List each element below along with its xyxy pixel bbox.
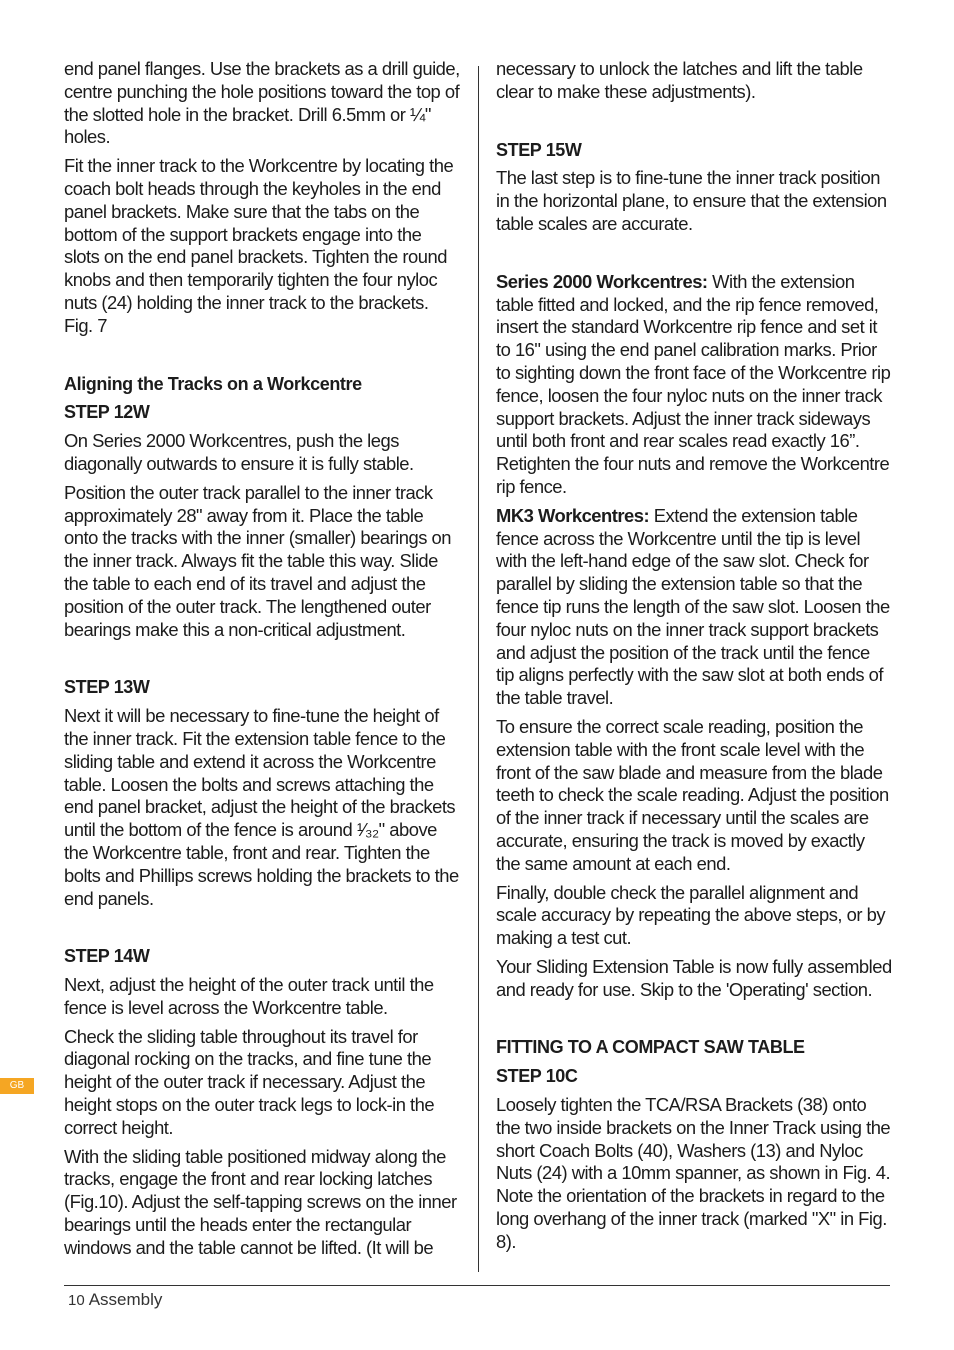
- paragraph: To ensure the correct scale reading, position the extension table with the front scale level with the front of the saw blade and measure from the blade teeth to check the scale reading. Adjust the position of the inner track if necessary until the scales are accurate, ensuring the track is moved by exactly the same amount at each end.: [496, 715, 889, 874]
- paragraph: Loosely tighten the TCA/RSA Brackets (38) onto the two inside brackets on the Inner Track using the short Coach Bolts (40), Washers (13) and Nyloc Nuts (24) with a 10mm spanner, as shown in Fig. 4. Note the orientation of the brackets in regard to the long overhang of the inner track (marked "X" in Fig. 8).: [496, 1094, 891, 1252]
- paragraph: Your Sliding Extension Table is now fully assembled and ready for use. Skip to the 'Operating' section.: [496, 955, 892, 1000]
- paragraph: Position the outer track parallel to the inner track approximately 28" away from it. Place the table onto the tracks with the inner (smaller) bearings on the inner track. Always fit the table this way. Slide the table to each end of its travel and adjust the position of the outer track. The lengthened outer bearings make this a non-critical adjustment.: [64, 481, 451, 640]
- language-tab: GB: [0, 1078, 34, 1094]
- lead-label: MK3 Workcentres:: [496, 504, 650, 526]
- paragraph: With the sliding table positioned midway along the tracks, engage the front and rear locking latches (Fig.10). Adjust the self-tapping screws on the inner bearings until the heads enter the rectangular windows and the table cannot be lifted. (It will be: [64, 1145, 457, 1258]
- paragraph: necessary to unlock the latches and lift the table clear to make these adjustments).: [496, 58, 863, 102]
- paragraph: Finally, double check the parallel alignment and scale accuracy by repeating the above steps, or by making a test cut.: [496, 881, 886, 949]
- paragraph-series-2000: [496, 271, 892, 499]
- paragraph: On Series 2000 Workcentres, push the legs diagonally outwards to ensure it is fully stable.: [64, 430, 414, 474]
- paragraph: end panel flanges. Use the brackets as a drill guide, centre punching the hole positions toward the top of the slotted hole in the bracket. Drill 6.5mm or ¼" holes.: [64, 58, 460, 148]
- right-column: [496, 58, 892, 1260]
- page-number: 10: [68, 1292, 85, 1309]
- paragraph-mk3: [496, 505, 892, 710]
- paragraph-text: With the extension table fitted and locked, and the rip fence removed, insert the standard Workcentre rip fence and set it to 16" using the end panel calibration marks. Prior to sighting down the front face of the Workcentre rip fence, loosen the four nyloc nuts on the inner track support brackets. Adjust the inner track sideways until both front and rear scales read exactly 16”. Retighten the four nuts and remove the Workcentre rip fence.: [496, 270, 891, 497]
- paragraph-text: Extend the extension table fence across the Workcentre until the tip is level with the left-hand edge of the saw slot. Check for parallel by sliding the extension table so that the fence tip runs the length of the saw slot. Loosen the four nyloc nuts on the inner track support brackets and adjust the position of the track until the fence tip aligns perfectly with the saw slot at both ends of the table travel.: [496, 504, 890, 709]
- paragraph: Check the sliding table throughout its travel for diagonal rocking on the tracks, and fine tune the height of the outer track if necessary. Adjust the height stops on the outer track legs to lock-in the correct height.: [64, 1025, 435, 1138]
- column-divider: [478, 66, 479, 1272]
- step-heading: STEP 10C: [496, 1066, 578, 1087]
- section-heading: FITTING TO A COMPACT SAW TABLE: [496, 1037, 805, 1058]
- paragraph: Fit the inner track to the Workcentre by locating the coach bolt heads through the keyholes in the end panel brackets. Make sure that the tabs on the bottom of the support brackets engage into the slots on the end panel brackets. Tighten the round knobs and then temporarily tighten the four nyloc nuts (24) holding the inner track to the brackets. Fig. 7: [64, 155, 454, 336]
- lead-label: Series 2000 Workcentres:: [496, 270, 708, 292]
- footer-rule: [64, 1285, 890, 1286]
- page-footer: [68, 1290, 162, 1310]
- paragraph: Next, adjust the height of the outer track until the fence is level across the Workcentre table.: [64, 974, 434, 1018]
- section-heading: Aligning the Tracks on a Workcentre: [64, 373, 362, 394]
- left-column: [64, 58, 460, 1266]
- paragraph: The last step is to fine-tune the inner track position in the horizontal plane, to ensure that the extension table scales are accurate.: [496, 167, 887, 234]
- paragraph: Next it will be necessary to fine-tune the height of the inner track. Fit the extension table fence to the sliding table and extend it across the Workcentre table. Loosen the bolts and screws attaching the end panel bracket, adjust the height of the brackets until the bottom of the fence is around ¹⁄₃₂" above the Workcentre table, front and rear. Tighten the bolts and Phillips screws holding the brackets to the end panels.: [64, 705, 459, 909]
- step-heading: STEP 12W: [64, 402, 150, 423]
- step-heading: STEP 14W: [64, 946, 150, 967]
- step-heading: STEP 13W: [64, 677, 150, 698]
- step-heading: STEP 15W: [496, 139, 582, 160]
- section-name: Assembly: [88, 1290, 163, 1309]
